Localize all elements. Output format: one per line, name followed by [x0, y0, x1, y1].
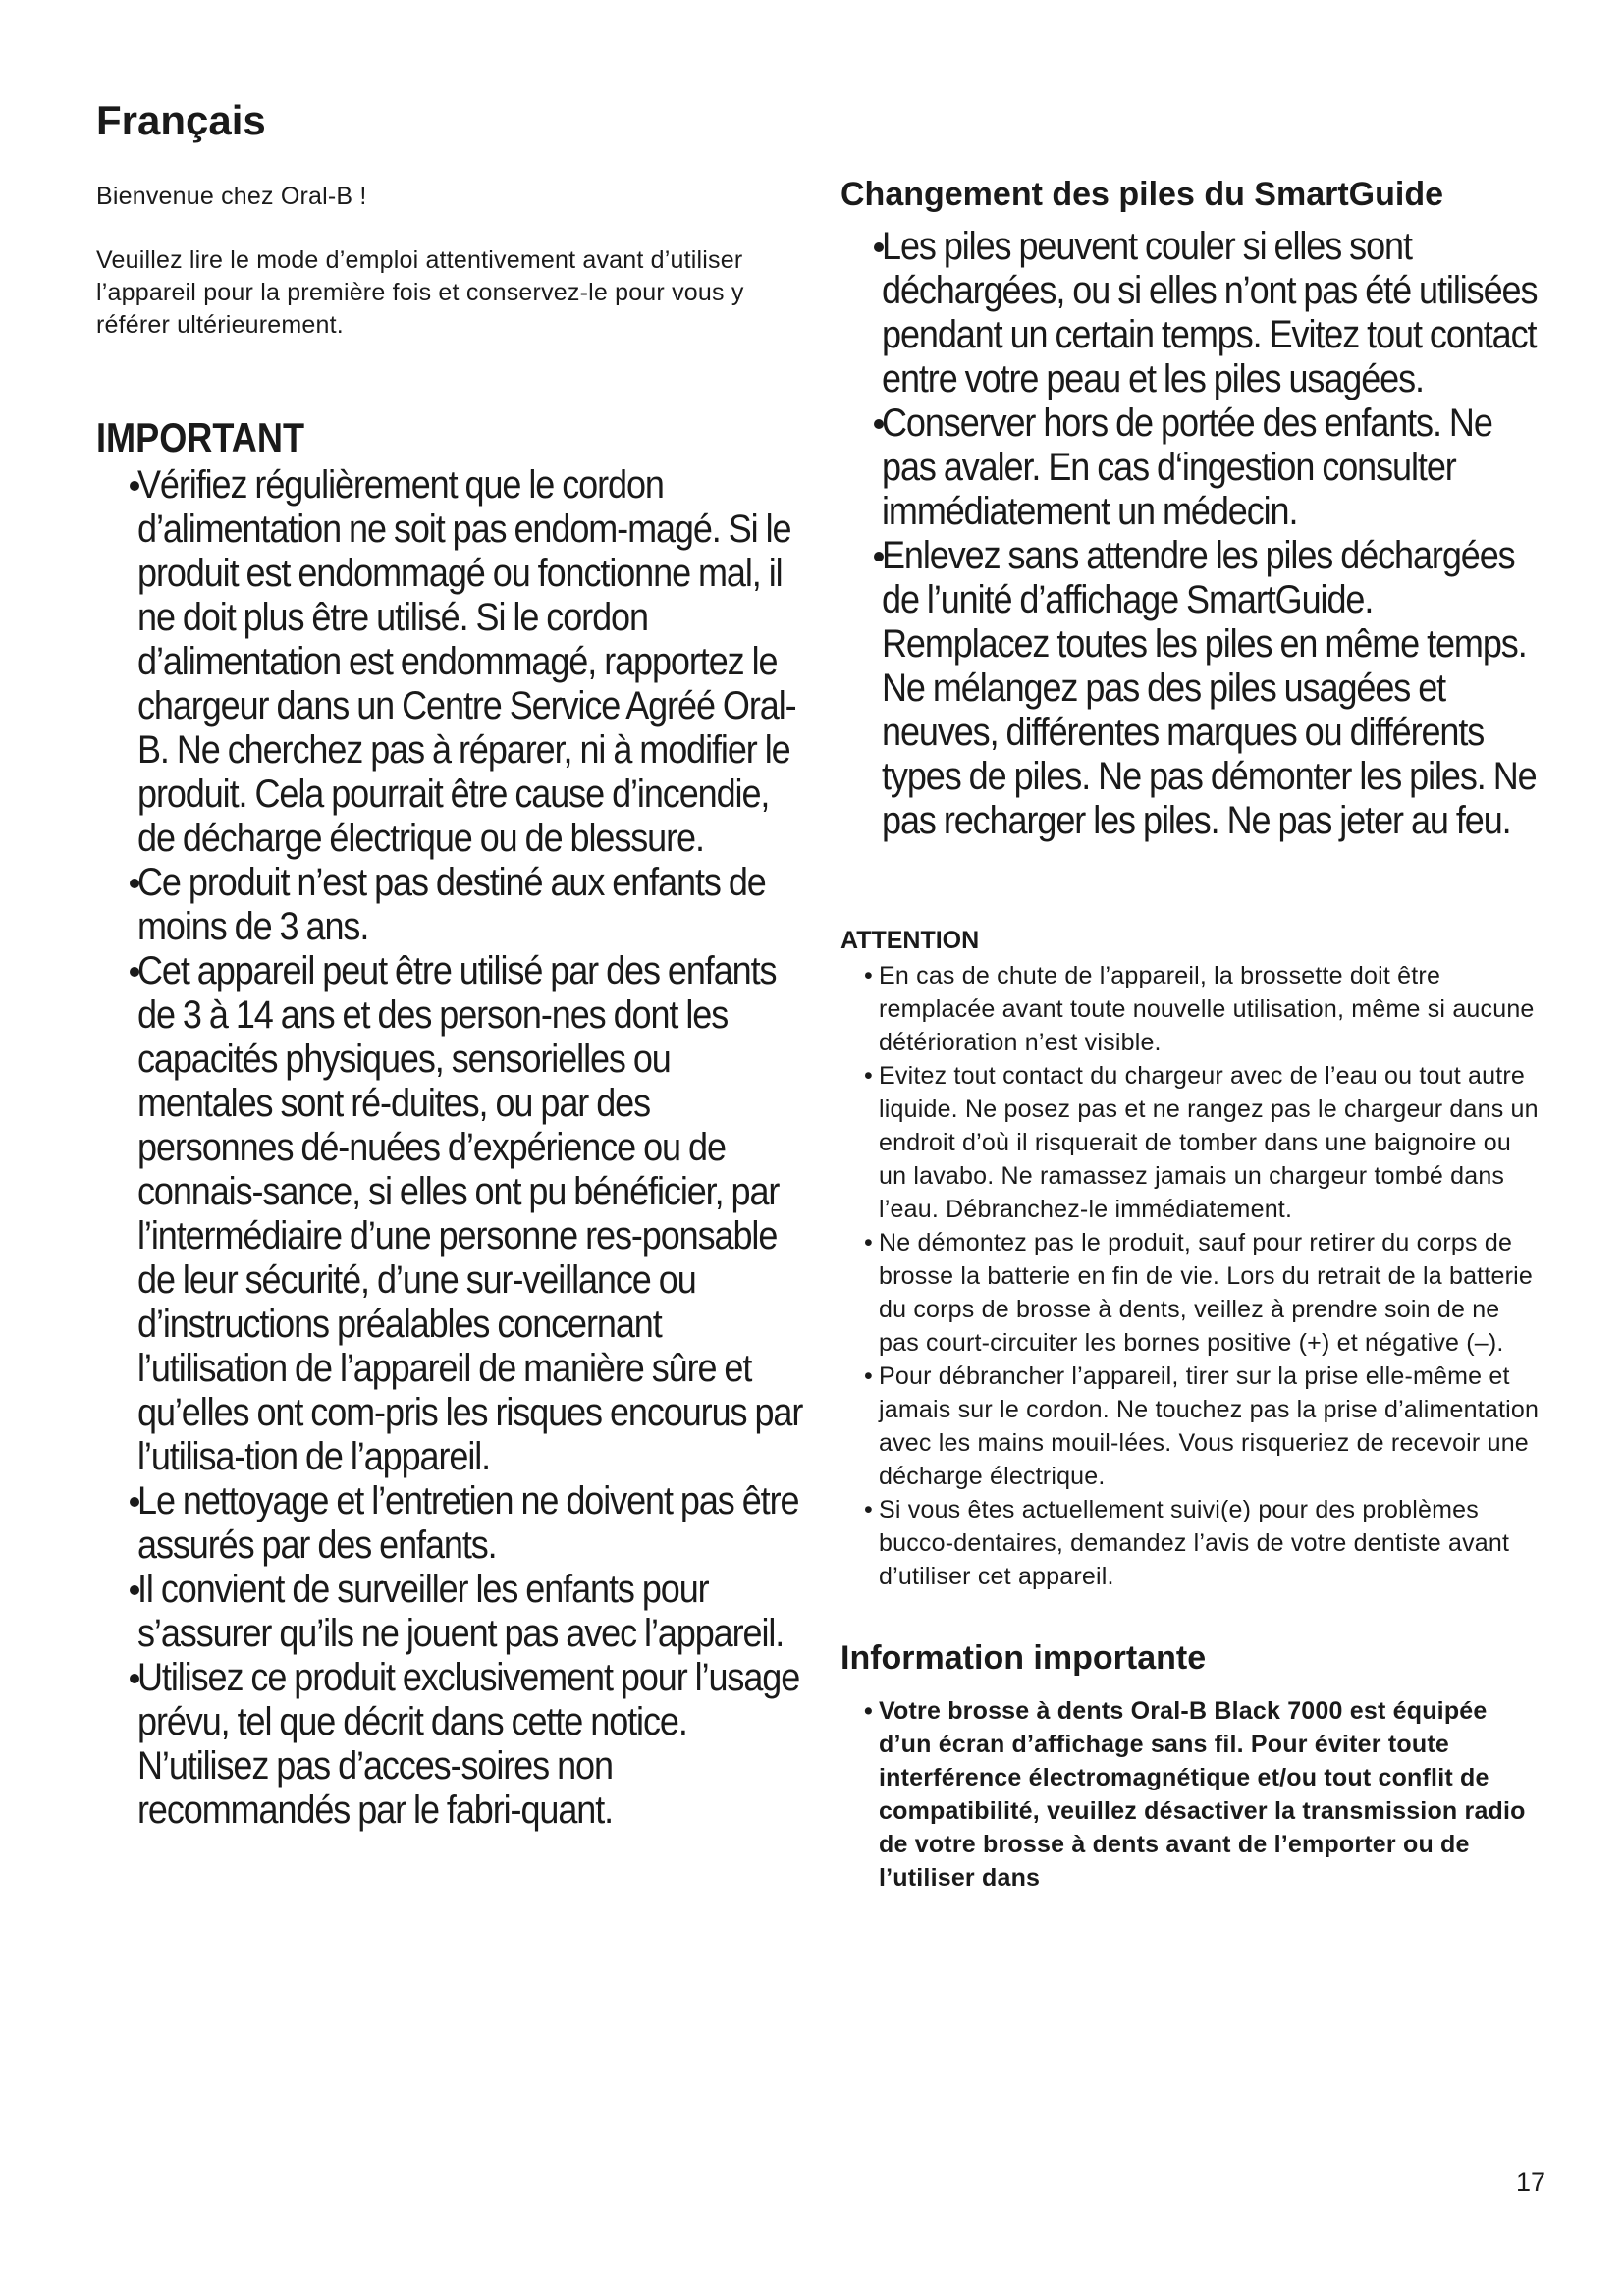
- welcome-text: Bienvenue chez Oral-B !: [96, 183, 367, 211]
- bullet-icon: •: [864, 1228, 873, 1256]
- list-item: Enlevez sans attendre les piles déchargées de l’unité d’affichage SmartGuide. Remplacez toutes les piles en même temps. Ne mélangez pas des piles usagées et neuves, différentes marques ou différents types de piles. Ne pas démonter les piles. Ne pas recharger les piles. Ne pas jeter au feu.: [840, 534, 1540, 843]
- list-item: Vérifiez régulièrement que le cordon d’alimentation ne soit pas endom-magé. Si le produit est endommagé ou fonctionne mal, il ne doit plus être utilisé. Si le cordon d’alimentation est endommagé, rapportez le chargeur dans un Centre Service Agréé Oral-B. Ne cherchez pas à réparer, ni à modifier le produit. Cela pourrait être cause d’incendie, de décharge électrique ou de blessure.: [96, 463, 803, 861]
- list-item: Utilisez ce produit exclusivement pour l’usage prévu, tel que décrit dans cette notice. N’utilisez pas d’acces-soires non recommandés par le fabri-quant.: [96, 1656, 803, 1833]
- bullet-icon: •: [864, 1495, 873, 1523]
- list-item: Les piles peuvent couler si elles sont déchargées, ou si elles n’ont pas été utilisées pendant un certain temps. Evitez tout contact entre votre peau et les piles usagées.: [840, 225, 1540, 401]
- bullet-icon: •: [864, 1362, 873, 1390]
- list-item: • Si vous êtes actuellement suivi(e) pour des problèmes bucco-dentaires, demandez l’avis de votre dentiste avant d’utiliser cet appareil.: [840, 1493, 1540, 1593]
- list-item: Ce produit n’est pas destiné aux enfants de moins de 3 ans.: [96, 861, 803, 949]
- list-item: • Votre brosse à dents Oral-B Black 7000 est équipée d’un écran d’affichage sans fil. Pour éviter toute interférence électromagnétique et/ou tout conflit de compatibilité, veuillez désactiver la transmission radio de votre brosse à dents avant de l’emporter ou de l’utiliser dans: [840, 1694, 1540, 1895]
- list-item: Conserver hors de portée des enfants. Ne pas avaler. En cas d‘ingestion consulter immédiatement un médecin.: [840, 401, 1540, 534]
- info-list: [840, 1694, 1540, 1895]
- battery-list: [840, 225, 1540, 843]
- list-item: Il convient de surveiller les enfants pour s’assurer qu’ils ne jouent pas avec l’appareil.: [96, 1568, 803, 1656]
- language-title: Français: [96, 97, 266, 143]
- intro-text: Veuillez lire le mode d’emploi attentivement avant d’utiliser l’appareil pour la première fois et conservez-le pour vous y référer ultérieurement.: [96, 246, 744, 340]
- list-item: Le nettoyage et l’entretien ne doivent pas être assurés par des enfants.: [96, 1479, 803, 1568]
- bullet-icon: •: [864, 961, 873, 989]
- list-item: • Evitez tout contact du chargeur avec de l’eau ou tout autre liquide. Ne posez pas et ne rangez pas le chargeur dans un endroit d’où il risquerait de tomber dans une baignoire ou un lavabo. Ne ramassez jamais un chargeur tombé dans l’eau. Débranchez-le immédiatement.: [840, 1059, 1540, 1226]
- page-number: 17: [1515, 2167, 1545, 2197]
- list-item: • Pour débrancher l’appareil, tirer sur la prise elle-même et jamais sur le cordon. Ne touchez pas la prise d’alimentation avec les mains mouil-lées. Vous risqueriez de recevoir une décharge électrique.: [840, 1360, 1540, 1493]
- battery-section-title: Changement des piles du SmartGuide: [840, 176, 1444, 213]
- bullet-icon: •: [864, 1061, 873, 1090]
- attention-list: [840, 959, 1540, 1593]
- list-item: Cet appareil peut être utilisé par des enfants de 3 à 14 ans et des person-nes dont les capacités physiques, sensorielles ou mentales sont ré-duites, ou par des personnes dé-nuées d’expérience ou de connais-sance, si elles ont pu bénéficier, par l’intermédiaire d’une personne res-ponsable de leur sécurité, d’une sur-veillance ou d’instructions préalables concernant l’utilisation de l’appareil de manière sûre et qu’elles ont com-pris les risques encourus par l’utilisa-tion de l’appareil.: [96, 949, 803, 1479]
- right-column: [840, 175, 1540, 1895]
- list-item: • Ne démontez pas le produit, sauf pour retirer du corps de brosse la batterie en fin de vie. Lors du retrait de la batterie du corps de brosse à dents, veillez à prendre soin de ne pas court-circuiter les bornes positive (+) et négative (–).: [840, 1226, 1540, 1360]
- bullet-icon: •: [864, 1696, 873, 1725]
- list-item: • En cas de chute de l’appareil, la brossette doit être remplacée avant toute nouvelle utilisation, même si aucune détérioration n’est visible.: [840, 959, 1540, 1059]
- important-heading: IMPORTANT: [96, 414, 305, 461]
- left-column: [96, 98, 803, 1833]
- attention-heading: ATTENTION: [840, 926, 980, 954]
- info-section-title: Information importante: [840, 1638, 1207, 1677]
- important-list: [96, 463, 803, 1833]
